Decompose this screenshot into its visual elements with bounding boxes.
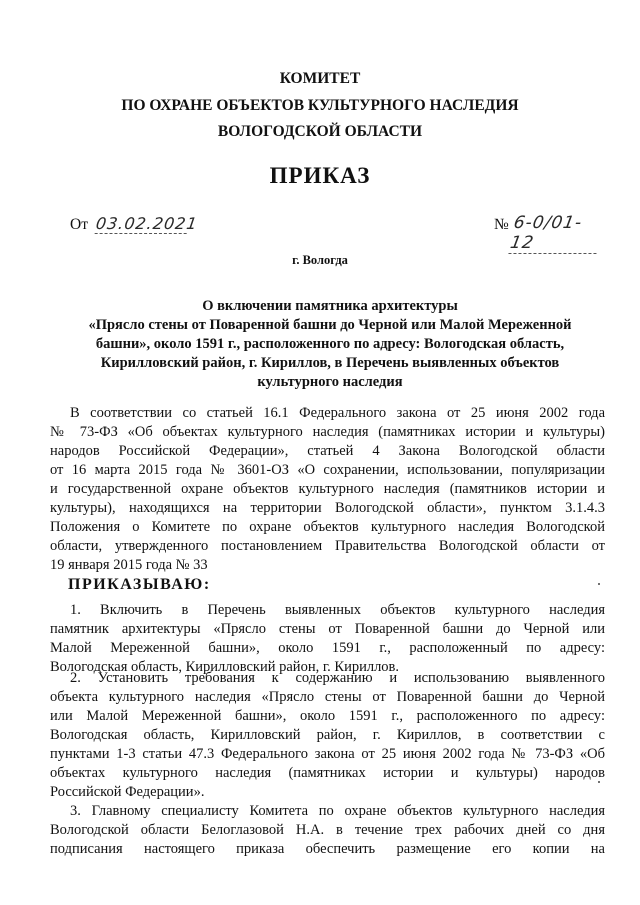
paragraph-line: 2. Установить требования к содержанию и использованию выявленного [70,670,605,686]
paragraph-line: Вологодской области Белоглазовой Н.А. в течение трех рабочих дней со дня [50,822,605,838]
number-label: № [494,216,509,233]
header-region: ВОЛОГОДСКОЙ ОБЛАСТИ [217,123,423,140]
paragraph-line: Вологодская область, Кирилловский район, г. Кириллов, в соответствии с [50,727,605,743]
subject-line: башни», около 1591 г., расположенного по адресу: Вологодская область, [95,336,565,352]
paragraph-line: 1. Включить в Перечень выявленных объектов культурного наследия [70,602,605,618]
order-subject [60,297,600,392]
handwritten-date: 03.02.2021 [94,214,200,233]
subject-line: культурного наследия [257,374,403,390]
city-line: г. Вологда [292,253,348,267]
header-committee-purpose: ПО ОХРАНЕ ОБЪЕКТОВ КУЛЬТУРНОГО НАСЛЕДИЯ [121,97,519,114]
order-heading: ПРИКАЗЫВАЮ: [68,576,211,593]
paragraph-line: области, утвержденного постановлением Правительства Вологодской области от [50,538,605,554]
paragraph-line: Положения о Комитете по охране объектов культурного наследия Вологодской [50,519,605,535]
paragraph-line: памятник архитектуры «Прясло стены от Поваренной башни до Черной или [50,621,605,637]
scan-speck [598,781,600,783]
document-title: ПРИКАЗ [269,163,371,188]
date-label: От [70,216,88,233]
paragraph-line: В соответствии со статьей 16.1 Федерального закона от 25 июня 2002 года [70,405,605,421]
paragraph-line: от 16 марта 2015 года № 3601-ОЗ «О сохранении, использовании, популяризации [50,462,605,478]
paragraph-line: объектах культурного наследия (памятниках истории и культуры) народов [50,765,605,781]
paragraph-line: 3. Главному специалисту Комитета по охране объектов культурного наследия [70,803,605,819]
paragraph-line: и государственной охране объектов культурного наследия (памятников истории и [50,481,605,497]
order-item-1 [50,601,605,677]
paragraph-line: Российской Федерации». [50,784,205,800]
handwritten-number: 6-0/01-12 [508,213,603,254]
subject-line: О включении памятника архитектуры [202,298,458,314]
scan-speck [598,583,600,585]
subject-line: Кирилловский район, г. Кириллов, в Перечень выявленных объектов [100,355,560,371]
header-committee: КОМИТЕТ [279,70,361,87]
paragraph-line: пунктами 1-3 статьи 47.3 Федерального закона от 25 июня 2002 года № 73-ФЗ «Об [50,746,605,762]
paragraph-line: подписания настоящего приказа обеспечить размещение его копии на [50,841,605,857]
order-item-2 [50,669,605,802]
order-item-3 [50,802,605,859]
paragraph-line: объекта культурного наследия «Прясло стены от Поваренной башни до Черной [50,689,605,705]
paragraph-line: культуры), находящихся на территории Вологодской области», пунктом 3.1.4.3 [50,500,605,516]
paragraph-line: народов Российской Федерации», статьей 4 Закона Вологодской области [50,443,605,459]
preamble-paragraph [50,404,605,575]
subject-line: «Прясло стены от Поваренной башни до Черной или Малой Мереженной [88,317,572,333]
paragraph-line: или Малой Мереженной башни», около 1591 г., расположенного по адресу: [50,708,605,724]
paragraph-line: Малой Мереженной башни», около 1591 г., расположенный по адресу: [50,640,605,656]
paragraph-line: № 73-ФЗ «Об объектах культурного наследия (памятниках истории и культуры) [50,424,605,440]
paragraph-line: 19 января 2015 года № 33 [50,557,208,573]
paragraph-line: Вологодская область, Кирилловский район, г. Кириллов. [50,659,400,675]
